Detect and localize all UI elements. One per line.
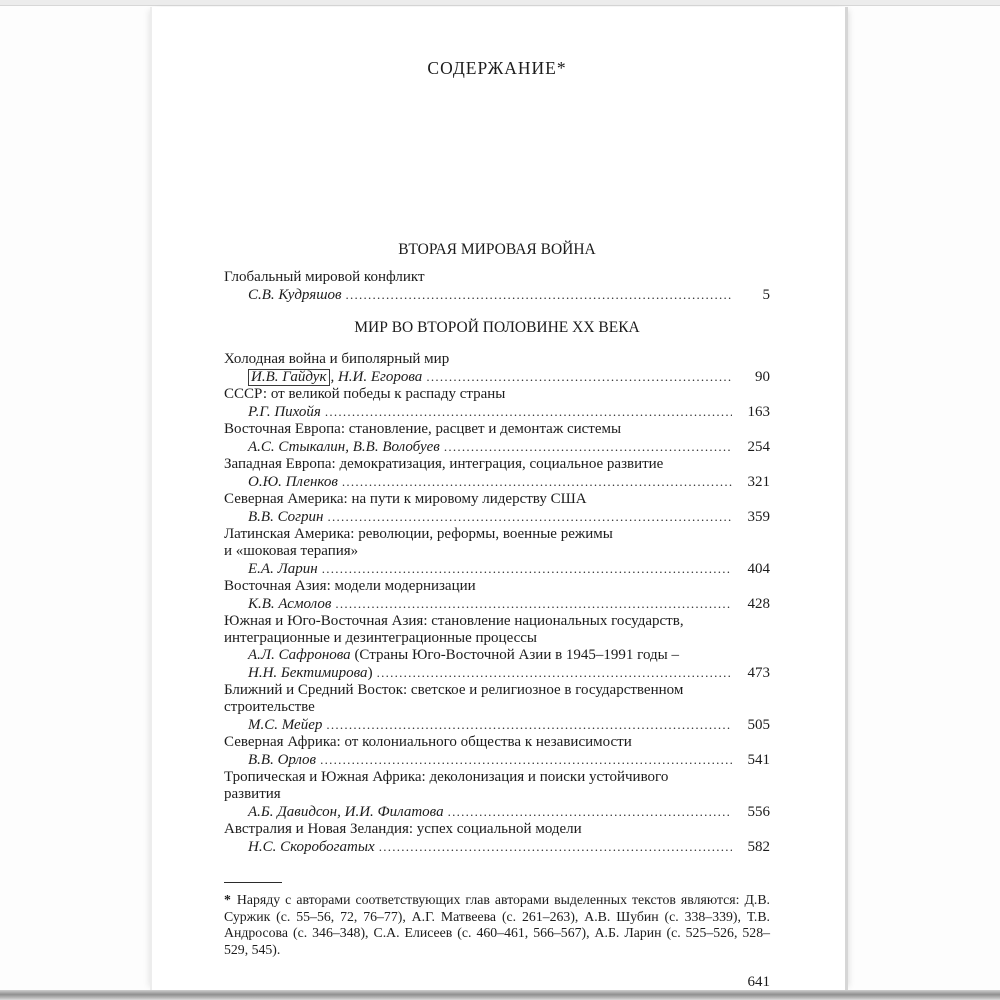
dot-leader (325, 403, 732, 421)
entry-title: Латинская Америка: революции, реформы, военные режимы (224, 526, 613, 542)
dot-leader (448, 803, 732, 821)
dot-leader (346, 286, 732, 304)
entry-author: С.В. Кудряшов (248, 287, 342, 303)
entry-author-line2 (248, 665, 373, 682)
entry-page-number: 359 (747, 509, 770, 525)
entry-author-row (224, 560, 770, 578)
entry-title: СССР: от великой победы к распаду страны (224, 386, 506, 402)
entry-author-note: (Страны Юго-Восточной Азии в 1945–1991 годы – (350, 647, 679, 663)
folio-page-number: 641 (747, 974, 770, 990)
entry-title: Австралия и Новая Зеландия: успех социальной модели (224, 821, 582, 837)
entry-page-number: 582 (747, 839, 770, 855)
entry-author-note-close: ) (367, 665, 373, 681)
toc-entry (224, 421, 770, 456)
entry-page-number: 541 (747, 752, 770, 768)
entry-author-row (224, 838, 770, 856)
entry-page-number: 428 (747, 596, 770, 612)
entry-page-number: 505 (747, 717, 770, 733)
entry-author-row (224, 803, 770, 821)
entry-page-number: 163 (747, 404, 770, 420)
entry-title: Северная Африка: от колониального общества к независимости (224, 734, 632, 750)
entry-author: А.Л. Сафронова (248, 647, 351, 663)
entry-author-row (224, 473, 770, 491)
entry-author: А.Б. Давидсон, И.И. Филатова (248, 804, 444, 820)
entry-author-rest: , Н.И. Егорова (330, 369, 423, 385)
toc-entry (224, 578, 770, 613)
section-heading-20th-century: МИР ВО ВТОРОЙ ПОЛОВИНЕ XX ВЕКА (354, 319, 640, 336)
footnote-block (224, 882, 770, 958)
entry-page-number: 254 (747, 439, 770, 455)
entry-title: Восточная Азия: модели модернизации (224, 578, 476, 594)
entry-title: Северная Америка: на пути к мировому лидерству США (224, 491, 587, 507)
entry-page-number: 473 (747, 665, 770, 681)
toc-entry (224, 682, 770, 734)
dot-leader (342, 473, 732, 491)
toc-entry (224, 526, 770, 578)
entry-title: Восточная Европа: становление, расцвет и демонтаж системы (224, 421, 622, 437)
entry-page-number: 404 (747, 561, 770, 577)
entry-page-number: 90 (755, 369, 770, 385)
viewer-top-edge (0, 0, 1000, 6)
toc-entry (224, 734, 770, 769)
entry-author (248, 369, 422, 386)
entry-author: О.Ю. Пленков (248, 474, 338, 490)
entry-title-line2: интеграционные и дезинтеграционные процессы (224, 630, 538, 646)
scanned-page (150, 7, 848, 990)
entry-page-number: 5 (762, 287, 770, 303)
entry-author: А.С. Стыкалин, В.В. Волобуев (248, 439, 440, 455)
toc-entry (224, 351, 770, 386)
viewer-bottom-edge (0, 990, 1000, 1000)
dot-leader (326, 716, 732, 734)
entry-author-row (224, 716, 770, 734)
entry-author-row (224, 438, 770, 456)
entry-title-line2: развития (224, 786, 281, 802)
toc-entry (224, 821, 770, 856)
dot-leader (320, 751, 732, 769)
entry-page-number: 321 (747, 474, 770, 490)
entry-title: Западная Европа: демократизация, интеграция, социальное развитие (224, 456, 664, 472)
entry-author: В.В. Орлов (248, 752, 317, 768)
entry-author-row (224, 403, 770, 421)
entry-author: М.С. Мейер (248, 717, 323, 733)
footnote-body: Наряду с авторами соответствующих глав авторами выделенных текстов являются: Д.В. Суржик (с. 55–56, 72, 76–77), А.Г. Матвеева (с. 261–263), А.В. Шубин (с. 338–339), Т.В. Андросова (с. 346–348), С.А. Елисеев (с. 460–461, 566–567), А.Б. Ларин (с. 525–526, 528–529, 545). (224, 892, 770, 957)
toc-entry (224, 491, 770, 526)
toc-entry (224, 269, 770, 304)
dot-leader (377, 664, 732, 682)
entry-author-line1 (224, 647, 770, 664)
dot-leader (327, 508, 732, 526)
footnote-marker: * (224, 892, 231, 907)
dot-leader (426, 368, 732, 386)
entry-author-row (224, 286, 770, 304)
entry-author: В.В. Согрин (248, 509, 324, 525)
boxed-author-name: И.В. Гайдук (248, 369, 330, 386)
footnote-text (224, 892, 770, 958)
entry-author-row (224, 751, 770, 769)
entry-author: К.В. Асмолов (248, 596, 332, 612)
entry-author-name: Н.Н. Бектимирова (248, 665, 368, 681)
entry-title: Глобальный мировой конфликт (224, 269, 425, 285)
page-title: СОДЕРЖАНИЕ* (427, 58, 567, 78)
entry-page-number: 556 (747, 804, 770, 820)
toc-entry (224, 386, 770, 421)
toc-entry (224, 613, 770, 682)
entry-author-row (224, 508, 770, 526)
entry-author-row (224, 595, 770, 613)
entry-title-line2: строительстве (224, 699, 315, 715)
entry-title-line2: и «шоковая терапия» (224, 543, 359, 559)
entry-author: Е.А. Ларин (248, 561, 318, 577)
dot-leader (335, 595, 732, 613)
entry-title: Южная и Юго-Восточная Азия: становление национальных государств, (224, 613, 684, 629)
entry-title: Холодная война и биполярный мир (224, 351, 450, 367)
dot-leader (379, 838, 732, 856)
entry-author-row (224, 368, 770, 386)
dot-leader (444, 438, 732, 456)
entry-author-row (224, 664, 770, 682)
entry-title: Тропическая и Южная Африка: деколонизация и поиски устойчивого (224, 769, 669, 785)
footnote-rule (224, 882, 282, 883)
toc-entry (224, 456, 770, 491)
entry-title: Ближний и Средний Восток: светское и религиозное в государственном (224, 682, 684, 698)
section-heading-wwii: ВТОРАЯ МИРОВАЯ ВОЙНА (398, 241, 596, 258)
entry-author: Н.С. Скоробогатых (248, 839, 375, 855)
table-of-contents (224, 241, 770, 856)
entry-author: Р.Г. Пихойя (248, 404, 321, 420)
dot-leader (322, 560, 732, 578)
toc-entry (224, 769, 770, 821)
